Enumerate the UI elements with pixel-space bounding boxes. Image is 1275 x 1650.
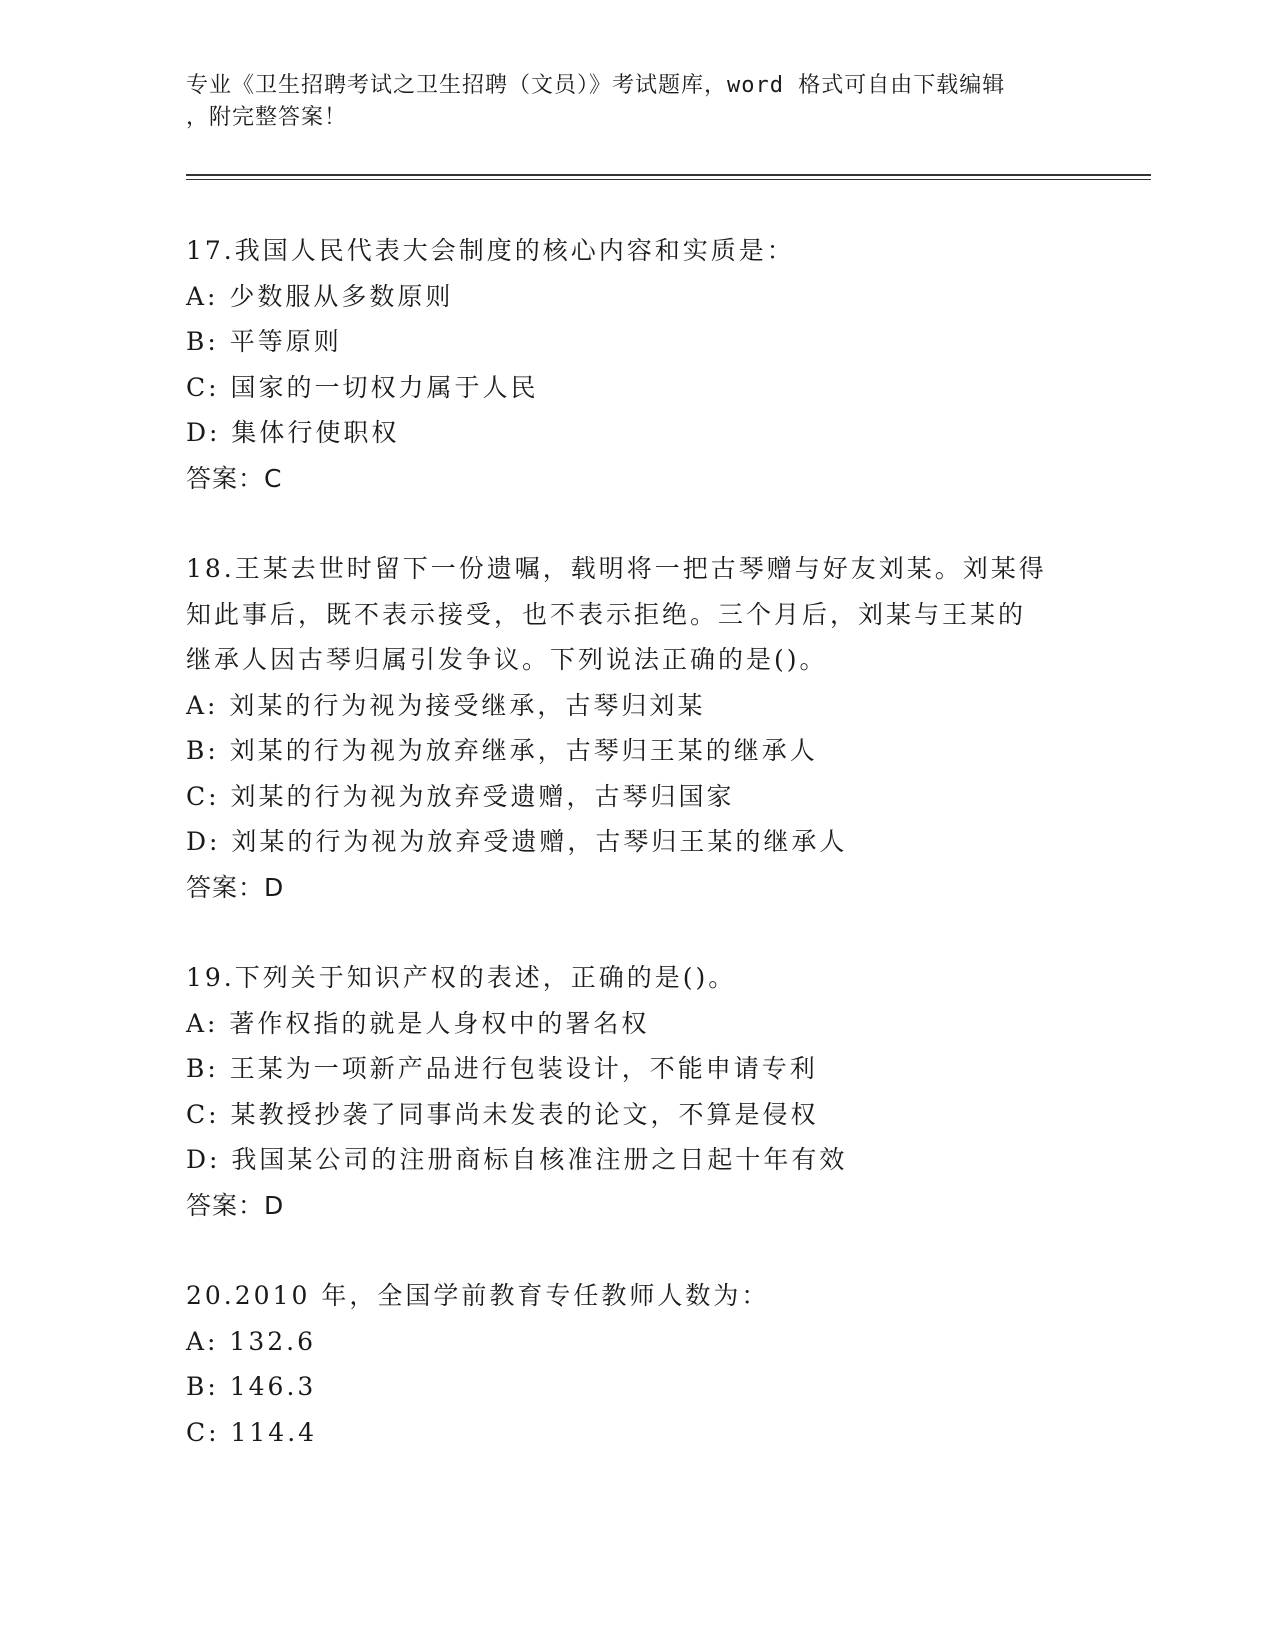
- question-stem: 继承人因古琴归属引发争议。下列说法正确的是()。: [186, 645, 828, 674]
- option-c: C: 某教授抄袭了同事尚未发表的论文，不算是侵权: [186, 1099, 819, 1129]
- option-b: B: 平等原则: [186, 327, 342, 356]
- question-stem: 知此事后，既不表示接受，也不表示拒绝。三个月后，刘某与王某的: [186, 599, 1027, 629]
- option-b: B: 王某为一项新产品进行包装设计，不能申请专利: [186, 1054, 818, 1083]
- option-c: C: 114.4: [186, 1417, 318, 1447]
- option-a: A: 刘某的行为视为接受继承，古琴归刘某: [186, 690, 706, 720]
- option-c: C: 刘某的行为视为放弃受遗赠，古琴归国家: [186, 781, 735, 811]
- question-list: [186, 228, 1151, 1455]
- question-20: [186, 1273, 1151, 1455]
- question-stem: 17.我国人民代表大会制度的核心内容和实质是：: [186, 236, 795, 265]
- option-b: B: 刘某的行为视为放弃继承，古琴归王某的继承人: [186, 736, 818, 765]
- document-page: [186, 70, 1151, 1500]
- option-d: D: 集体行使职权: [186, 418, 400, 447]
- option-d: D: 我国某公司的注册商标自核准注册之日起十年有效: [186, 1145, 848, 1174]
- header-line: 专业《卫生招聘考试之卫生招聘（文员）》考试题库，word 格式可自由下载编辑: [186, 73, 1006, 98]
- option-b: B: 146.3: [186, 1372, 317, 1401]
- answer: 答案：D: [186, 1190, 285, 1220]
- option-d: D: 刘某的行为视为放弃受遗赠，古琴归王某的继承人: [186, 827, 848, 856]
- header-divider: [186, 174, 1151, 180]
- answer: 答案：C: [186, 463, 283, 493]
- answer: 答案：D: [186, 872, 285, 902]
- question-19: [186, 955, 1151, 1228]
- question-stem: 18.王某去世时留下一份遗嘱，载明将一把古琴赠与好友刘某。刘某得: [186, 554, 1047, 583]
- option-a: A: 少数服从多数原则: [186, 281, 454, 311]
- question-17: [186, 228, 1151, 501]
- question-stem: 19.下列关于知识产权的表述，正确的是()。: [186, 963, 737, 992]
- question-stem: 20.2010 年，全国学前教育专任教师人数为：: [186, 1281, 770, 1310]
- document-header: [186, 70, 1151, 180]
- option-c: C: 国家的一切权力属于人民: [186, 372, 539, 402]
- question-18: [186, 546, 1151, 910]
- option-a: A: 著作权指的就是人身权中的署名权: [186, 1008, 650, 1038]
- option-a: A: 132.6: [186, 1326, 316, 1356]
- header-line: ，附完整答案！: [186, 105, 348, 130]
